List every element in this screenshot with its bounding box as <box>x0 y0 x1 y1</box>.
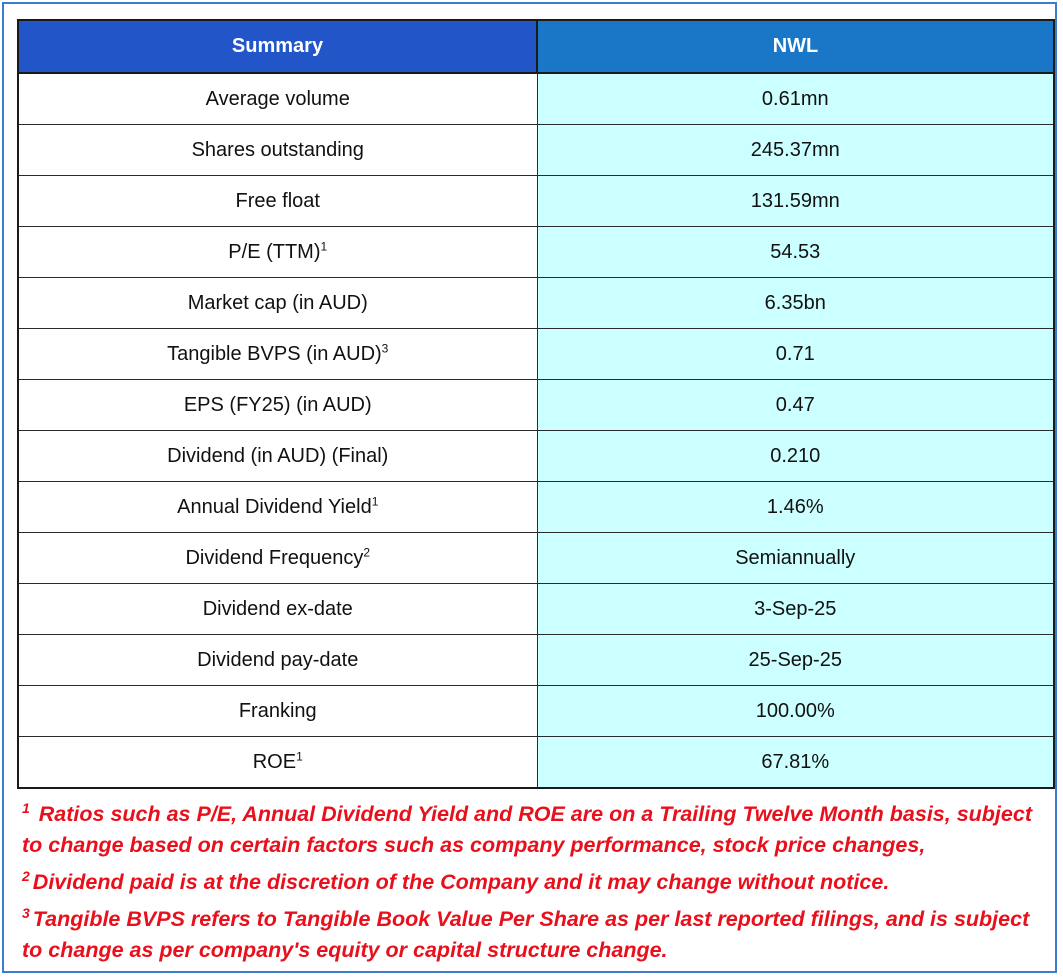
row-label-cell <box>18 686 537 737</box>
row-label-cell <box>18 431 537 482</box>
row-value: 245.37mn <box>537 125 1054 176</box>
row-label: EPS (FY25) (in AUD) <box>183 393 372 416</box>
table-row <box>18 686 1054 737</box>
row-label-cell <box>18 635 537 686</box>
footnote-marker: 3 <box>381 340 389 355</box>
footnote-marker: 1 <box>371 493 379 508</box>
table-row <box>18 635 1054 686</box>
table-row <box>18 380 1054 431</box>
table-row <box>18 584 1054 635</box>
row-value: Semiannually <box>537 533 1054 584</box>
table-row <box>18 227 1054 278</box>
footnote-text: Tangible BVPS refers to Tangible Book Value Per Share as per last reported filings, and is subject to change as per company's equity or capital structure change. <box>22 907 1030 962</box>
table-row <box>18 329 1054 380</box>
row-label-cell <box>18 380 537 431</box>
row-label-cell <box>18 533 537 584</box>
row-label: Average volume <box>205 87 350 110</box>
row-label-cell <box>18 278 537 329</box>
header-summary: Summary <box>18 20 537 73</box>
row-label-cell <box>18 329 537 380</box>
row-value: 3-Sep-25 <box>537 584 1054 635</box>
table-row <box>18 73 1054 125</box>
row-value: 67.81% <box>537 737 1054 789</box>
row-label-cell <box>18 176 537 227</box>
table-row <box>18 737 1054 789</box>
row-label-cell <box>18 125 537 176</box>
table-row <box>18 176 1054 227</box>
footnote-number: 1 <box>22 799 30 816</box>
table-row <box>18 125 1054 176</box>
row-label: Dividend Frequency <box>185 546 364 569</box>
row-label-cell <box>18 584 537 635</box>
row-label: Dividend pay-date <box>197 648 359 671</box>
table-row <box>18 278 1054 329</box>
row-label: Tangible BVPS (in AUD) <box>167 342 382 365</box>
footnote-text: Ratios such as P/E, Annual Dividend Yield and ROE are on a Trailing Twelve Month basis, subject to change based on certain factors such as company performance, stock price changes, <box>22 802 1032 857</box>
row-label: Market cap (in AUD) <box>187 291 368 314</box>
row-label: Annual Dividend Yield <box>177 495 372 518</box>
row-value: 100.00% <box>537 686 1054 737</box>
row-label-cell <box>18 227 537 278</box>
footnote-2 <box>22 867 1052 898</box>
row-value: 0.71 <box>537 329 1054 380</box>
row-value: 54.53 <box>537 227 1054 278</box>
footnote-1 <box>22 799 1052 861</box>
row-label-cell <box>18 737 537 789</box>
row-label-cell <box>18 73 537 125</box>
table-row <box>18 431 1054 482</box>
footnote-3 <box>22 904 1052 966</box>
footnote-number: 3 <box>22 904 30 921</box>
row-value: 0.47 <box>537 380 1054 431</box>
summary-table <box>17 19 1055 789</box>
row-label: Franking <box>238 699 317 722</box>
row-label: ROE <box>252 750 297 773</box>
header-ticker: NWL <box>537 20 1054 73</box>
footnote-text: Dividend paid is at the discretion of the Company and it may change without notice. <box>32 870 890 894</box>
table-body <box>18 73 1054 788</box>
row-label-cell <box>18 482 537 533</box>
row-value: 131.59mn <box>537 176 1054 227</box>
row-label: Shares outstanding <box>191 138 364 161</box>
footnote-marker: 2 <box>363 544 371 559</box>
row-value: 6.35bn <box>537 278 1054 329</box>
table-row <box>18 482 1054 533</box>
row-label: P/E (TTM) <box>228 240 321 263</box>
row-label: Dividend ex-date <box>202 597 353 620</box>
summary-card <box>2 2 1057 973</box>
row-value: 25-Sep-25 <box>537 635 1054 686</box>
row-value: 0.61mn <box>537 73 1054 125</box>
table-row <box>18 533 1054 584</box>
row-label: Dividend (in AUD) (Final) <box>167 444 389 467</box>
footnote-marker: 1 <box>320 238 328 253</box>
footnotes <box>22 799 1052 972</box>
row-value: 1.46% <box>537 482 1054 533</box>
footnote-marker: 1 <box>296 748 303 763</box>
table-header-row <box>18 20 1054 73</box>
row-label: Free float <box>235 189 320 212</box>
footnote-number: 2 <box>22 867 30 884</box>
row-value: 0.210 <box>537 431 1054 482</box>
